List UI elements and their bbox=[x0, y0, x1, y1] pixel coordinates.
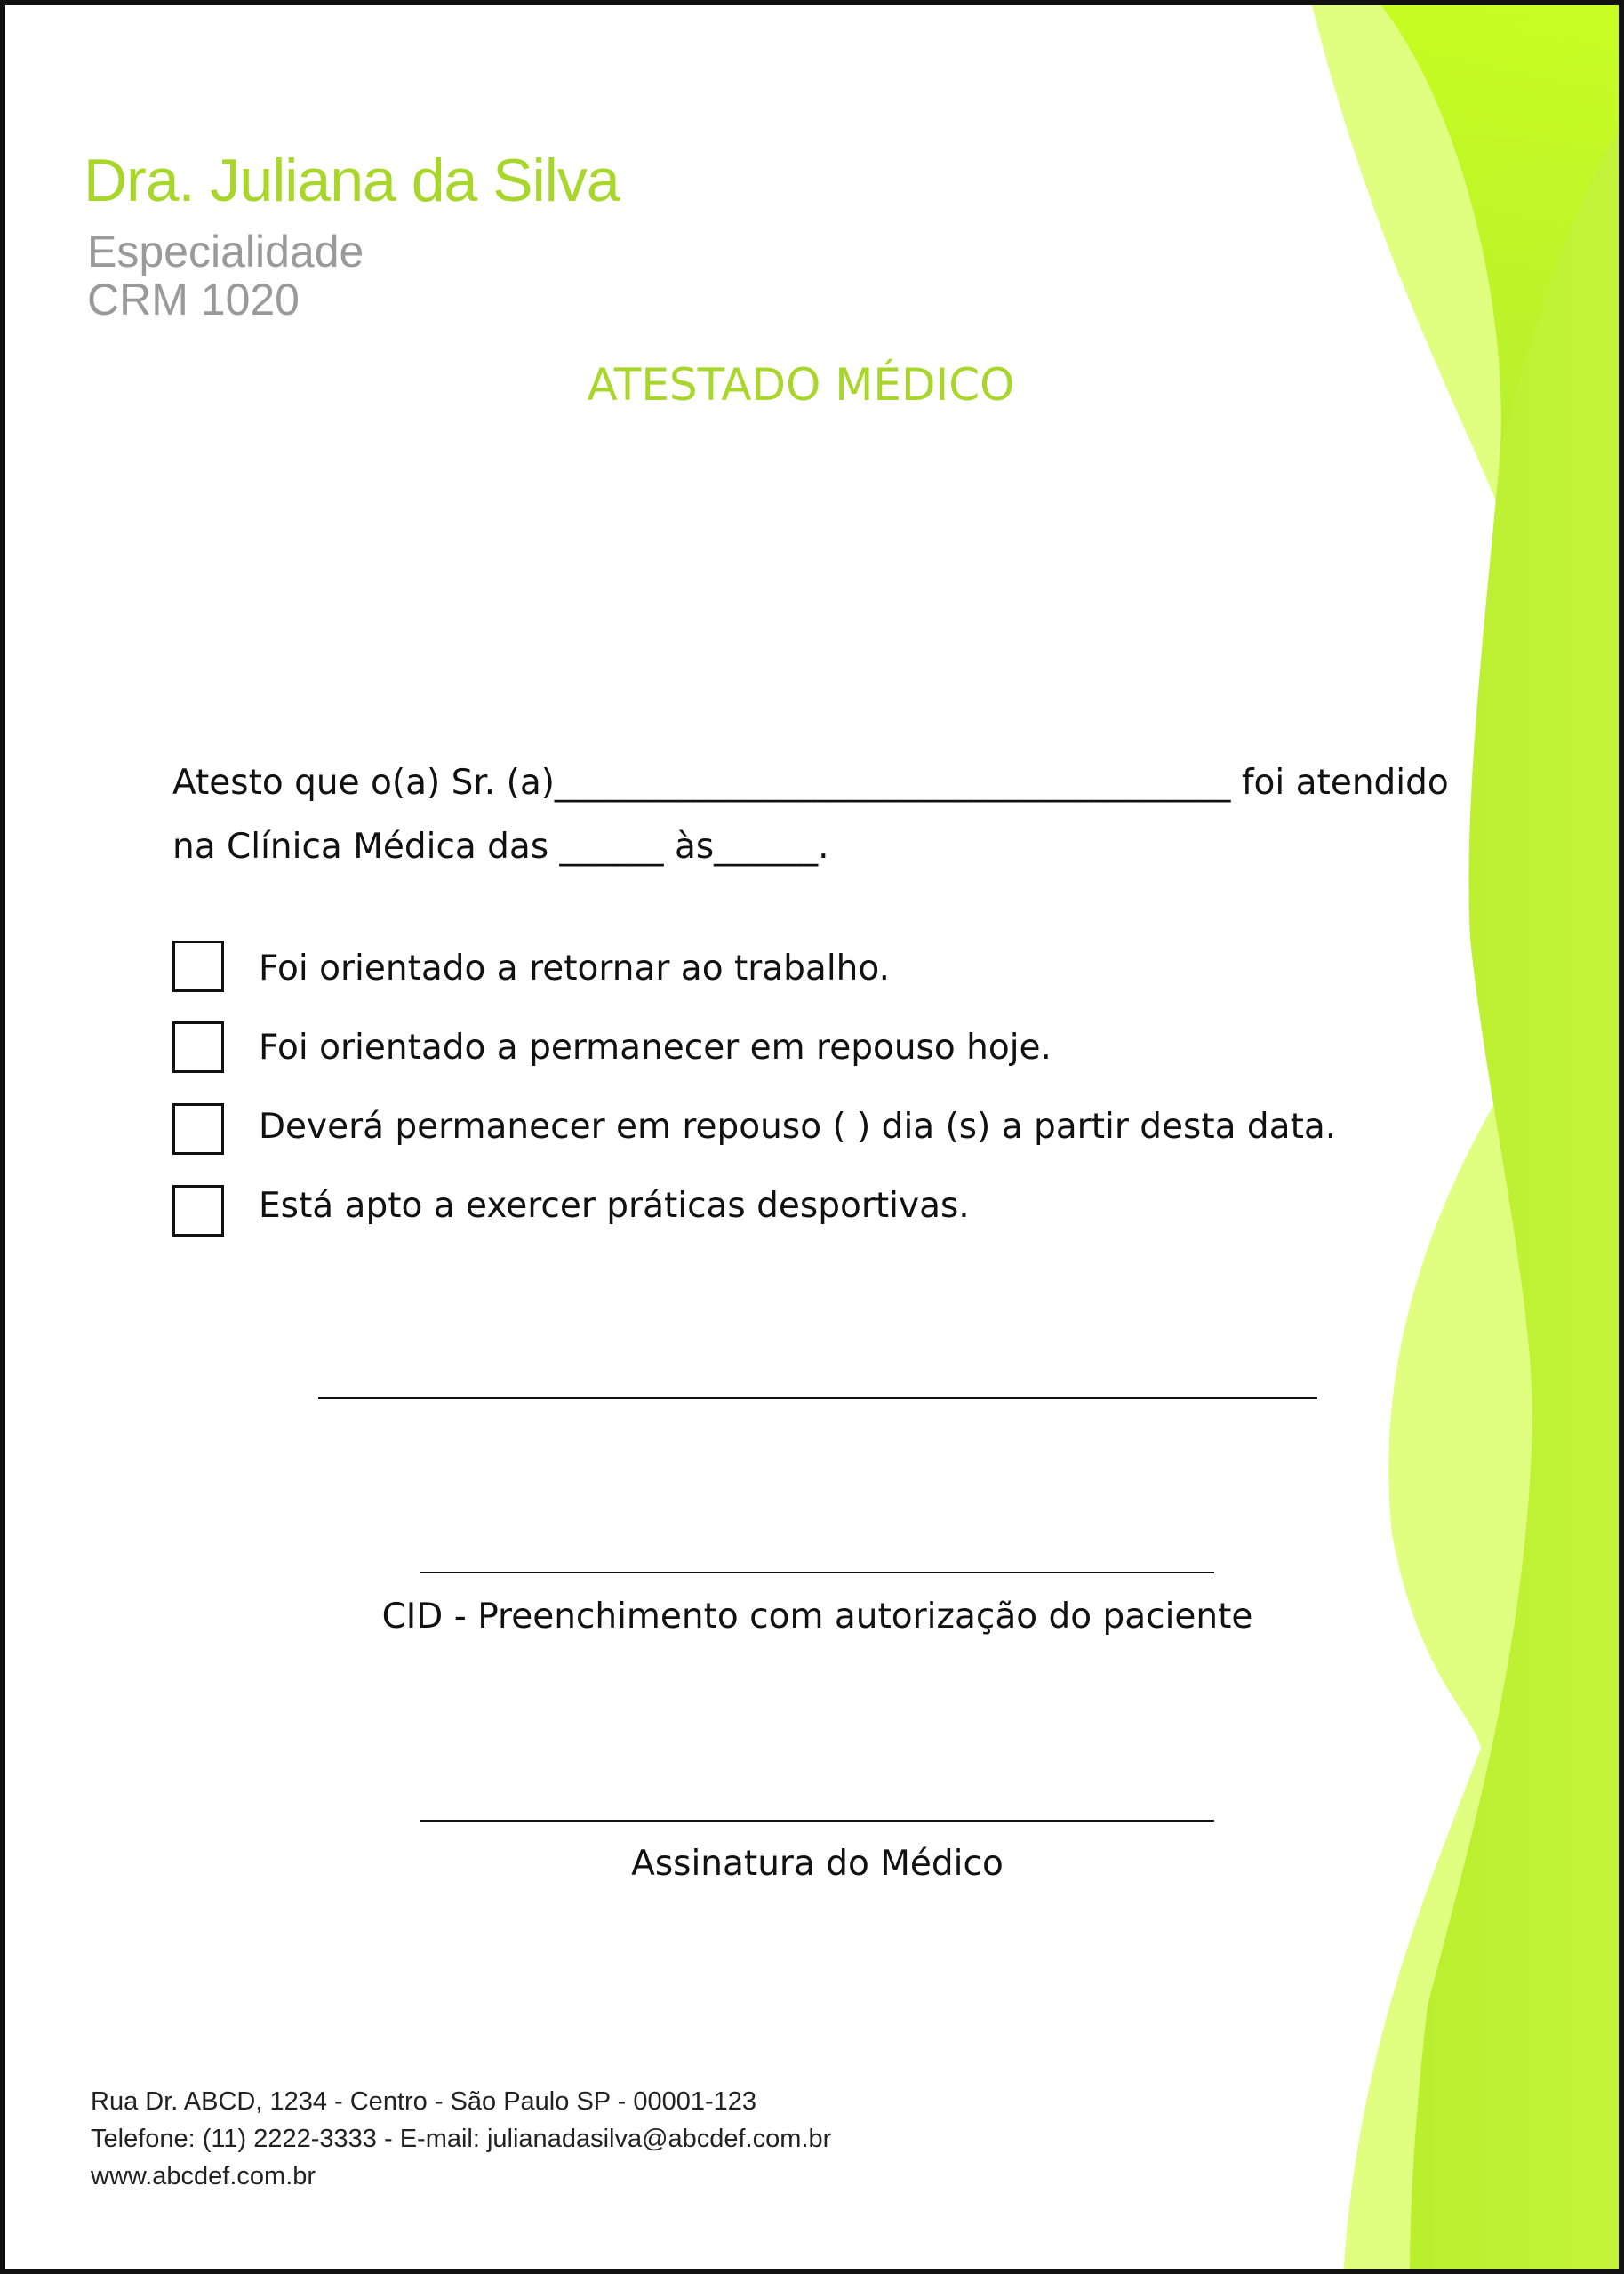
doctor-crm: CRM 1020 bbox=[87, 275, 300, 324]
doctor-signature-caption: Assinatura do Médico bbox=[631, 1844, 1004, 1884]
option-label-fit-for-sports: Está apto a exercer práticas desportivas. bbox=[259, 1186, 970, 1226]
document-title: ATESTADO MÉDICO bbox=[587, 359, 1015, 411]
free-text-line[interactable] bbox=[318, 1397, 1317, 1399]
attest-line-1: Atesto que o(a) Sr. (a)_______________________________________ foi atendido bbox=[172, 763, 1449, 803]
option-checkbox-rest-days[interactable] bbox=[172, 1103, 224, 1155]
doctor-signature-line[interactable] bbox=[420, 1820, 1214, 1822]
option-label-return-to-work: Foi orientado a retornar ao trabalho. bbox=[259, 949, 890, 989]
option-checkbox-fit-for-sports[interactable] bbox=[172, 1185, 224, 1237]
option-label-rest-today: Foi orientado a permanecer em repouso hoje. bbox=[259, 1028, 1052, 1068]
option-label-rest-days: Deverá permanecer em repouso ( ) dia (s) a partir desta data. bbox=[259, 1107, 1337, 1147]
doctor-name: Dra. Juliana da Silva bbox=[84, 147, 620, 214]
cid-caption: CID - Preenchimento com autorização do paciente bbox=[381, 1597, 1253, 1637]
option-checkbox-rest-today[interactable] bbox=[172, 1021, 224, 1073]
doctor-specialty: Especialidade bbox=[87, 227, 364, 276]
footer-website: www.abcdef.com.br bbox=[91, 2162, 316, 2190]
footer-contact: Telefone: (11) 2222-3333 - E-mail: julianadasilva@abcdef.com.br bbox=[91, 2125, 832, 2153]
option-checkbox-return-to-work[interactable] bbox=[172, 941, 224, 992]
attest-line-2: na Clínica Médica das ______ às______. bbox=[172, 827, 829, 867]
footer-address: Rua Dr. ABCD, 1234 - Centro - São Paulo SP - 00001-123 bbox=[91, 2087, 757, 2116]
cid-signature-line[interactable] bbox=[420, 1572, 1214, 1573]
